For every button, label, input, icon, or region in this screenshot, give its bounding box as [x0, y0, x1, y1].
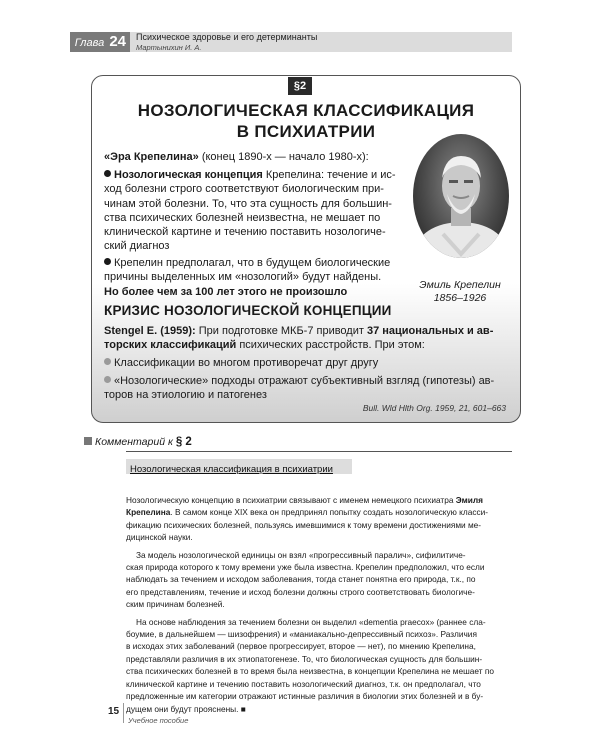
bullet-dot-icon — [104, 358, 111, 365]
comment-heading-box — [126, 459, 352, 474]
stengel-paragraph — [104, 324, 493, 353]
chapter-authors: Мартынихин И. А. — [136, 43, 202, 52]
era-line — [104, 150, 369, 164]
era-rest: (конец 1890-х — начало 1980-х): — [198, 151, 369, 163]
comment-paragraph-1 — [126, 494, 512, 544]
portrait-illustration — [413, 134, 509, 258]
portrait-caption-name: Эмиль Крепелин — [419, 279, 501, 291]
source-citation: Bull. Wld Hlth Org. 1959, 21, 601–663 — [362, 403, 506, 413]
comment-heading: Нозологическая классификация в психиатрии — [130, 464, 333, 475]
comment-paragraph-3 — [126, 616, 512, 715]
crisis-bullet-1 — [104, 356, 378, 370]
bullet-1-bold: Нозологическая концепция — [114, 169, 263, 181]
comment-body — [126, 494, 512, 720]
stengel-line2-bold: торских классификаций — [104, 339, 237, 352]
footer-text: Учебное пособие — [128, 716, 189, 725]
chapter-title: Психическое здоровье и его детерминанты — [136, 32, 318, 42]
p3-line8: дущем они будут прояснены. ■ — [126, 703, 246, 714]
chapter-badge — [70, 32, 130, 52]
p1-line4: дицинской науки. — [126, 532, 193, 543]
p3-line6: клинической картине и течению поставить нозологический диагноз, т.к. он предполагал, что — [126, 678, 481, 689]
p1-line2-bold: Крепелина — [126, 507, 171, 518]
bullet-2 — [104, 256, 390, 299]
comment-label-text: Комментарий к — [95, 436, 173, 448]
p3-line3: в исходах этих заболеваний (первое прогрессирует, второе — нет), по мнению Крепелина, — [126, 641, 476, 652]
comment-paragraph-2 — [126, 549, 512, 611]
bullet-1-line2: ход болезни строго соответствуют биологическим при- — [104, 183, 384, 196]
bullet-1-line5: клинической картине и течению поставить нозологиче- — [104, 226, 386, 239]
p2-line1: За модель нозологической единицы он взял «прогрессивный паралич», сифилитиче- — [136, 549, 466, 560]
section-badge: §2 — [288, 77, 312, 95]
stengel-bold: Stengel E. (1959): — [104, 325, 196, 337]
bullet-dot-icon — [104, 376, 111, 383]
p2-line5: ским причинам болезней. — [126, 599, 225, 610]
comment-label — [84, 436, 192, 448]
crisis-heading: КРИЗИС НОЗОЛОГИЧЕСКОЙ КОНЦЕПЦИИ — [104, 303, 392, 318]
bullet-dot-icon — [104, 170, 111, 177]
era-bold: «Эра Крепелина» — [104, 151, 199, 163]
stengel-line2-rest: психических расстройств. При этом: — [236, 339, 425, 352]
p1-line1-bold: Эмиля — [455, 495, 484, 505]
square-marker-icon — [84, 437, 92, 445]
comment-divider — [126, 451, 512, 452]
crisis-bullet-2-line1: «Нозологические» подходы отражают субъективный взгляд (гипотезы) ав- — [114, 375, 495, 387]
bullet-1 — [104, 168, 396, 254]
crisis-bullet-1-text: Классификации во многом противоречат друг другу — [114, 357, 379, 369]
bullet-dot-icon — [104, 258, 111, 265]
p3-line7: предложенные им категории отражают истинные различия в биологии этих болезней и в бу- — [126, 691, 484, 702]
stengel-bold2: 37 национальных и ав- — [366, 325, 494, 337]
bullet-2-line1: Крепелин предполагал, что в будущем биологические — [114, 257, 391, 269]
crisis-bullet-2 — [104, 374, 494, 403]
portrait-caption — [405, 279, 515, 305]
p3-line5: ства психических болезней в то время была неизвестна, в концепции Крепелина не мешает по — [126, 666, 494, 677]
p3-line4: представляли различия в их этиопатогенезе. То, что биологическая сущность для большин- — [126, 653, 483, 664]
page-number: 15 — [108, 706, 120, 717]
p3-line1: На основе наблюдения за течением болезни он выделил «dementia praecox» (раннее сла- — [136, 616, 486, 627]
p1-line3: фикацию психических болезней, пользуясь имевшимися к тому времени достижениями ме- — [126, 519, 482, 530]
bullet-1-line1: Крепелина: течение и ис- — [262, 169, 396, 181]
p2-line4: его представлениям, течение и исход болезни должны строго соответствовать биологиче- — [126, 586, 475, 597]
slide-title-line1: НОЗОЛОГИЧЕСКАЯ КЛАССИФИКАЦИЯ — [137, 101, 475, 120]
bullet-2-line2: причины выделенных им «нозологий» будут найдены. — [104, 271, 382, 284]
bullet-1-line3: чинам этой болезни. То, что эта сущность для большин- — [104, 197, 392, 210]
slide-title-line2: В ПСИХИАТРИИ — [236, 122, 376, 141]
kraepelin-portrait-image — [413, 134, 509, 258]
bullet-2-line3: Но более чем за 100 лет этого не произошло — [104, 285, 348, 298]
portrait-caption-years: 1856–1926 — [433, 292, 487, 304]
bullet-1-line6: ский диагноз — [104, 240, 170, 253]
p1-line2: . В самом конце XIX века он предпринял попытку создать нозологическую класси- — [170, 507, 489, 518]
crisis-bullet-2-line2: торов на этиологию и патогенез — [104, 389, 267, 402]
chapter-prefix: Глава — [74, 37, 105, 49]
p3-line2: боумие, в дальнейшем — шизофрения) и «маниакально-депрессивный психоз». Различия — [126, 629, 477, 640]
footer-divider — [123, 703, 124, 723]
stengel-rest: При подготовке МКБ-7 приводит — [195, 325, 367, 337]
comment-label-ref: § 2 — [175, 436, 192, 448]
p2-line2: ская природа которого к тому времени уже была известна. Крепелин предположил, что если — [126, 562, 485, 573]
p2-line3: наблюдать за течением и исходом заболевания, тогда станет понятна его природа, т.к., по — [126, 574, 476, 585]
chapter-number: 24 — [109, 33, 126, 50]
p1-line1: Нозологическую концепцию в психиатрии связывают с именем немецкого психиатра — [126, 495, 456, 505]
bullet-1-line4: ства психических болезней неизвестна, не мешает по — [104, 211, 381, 224]
